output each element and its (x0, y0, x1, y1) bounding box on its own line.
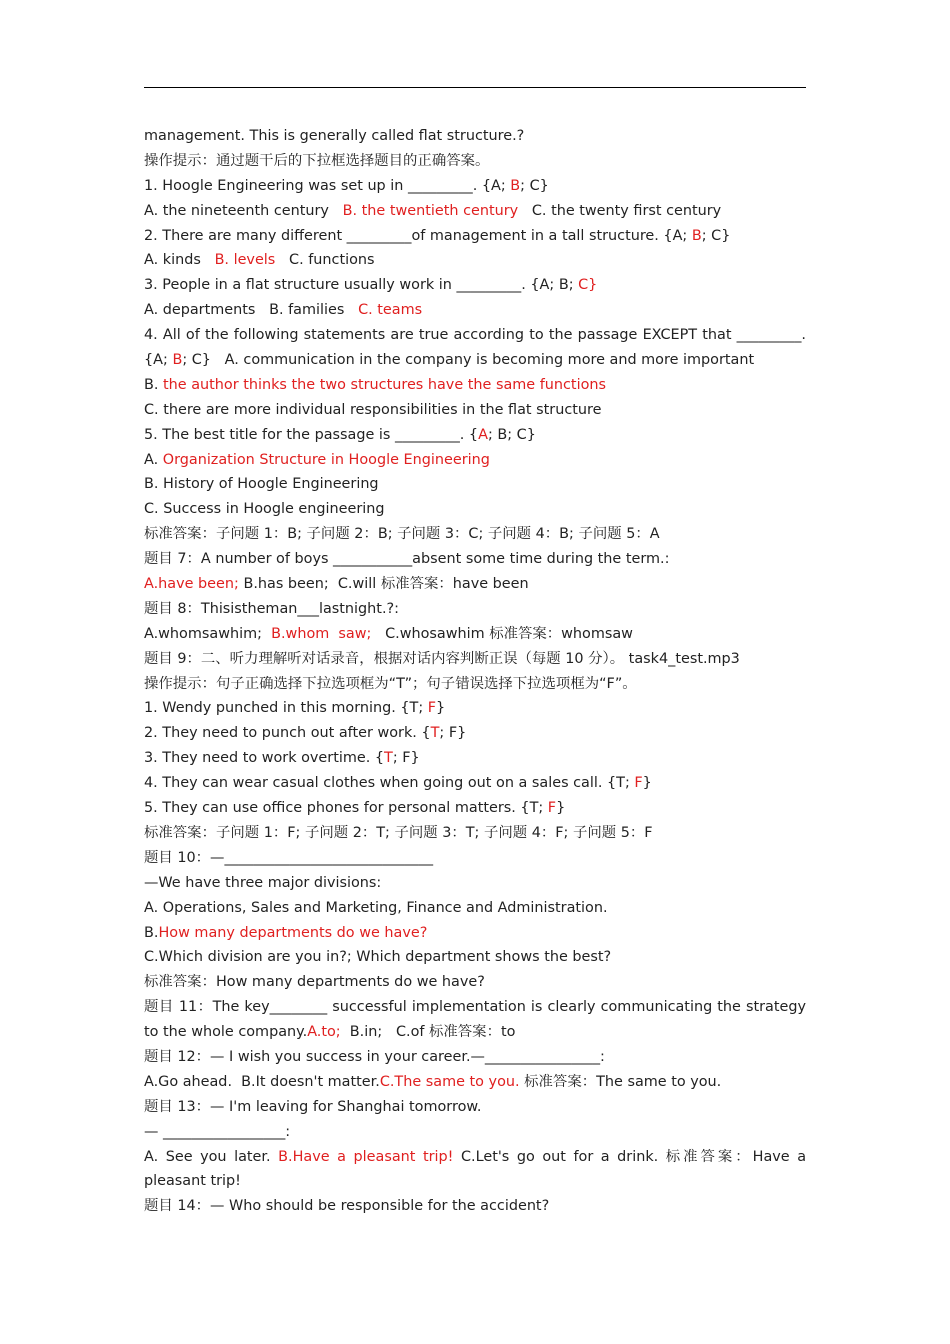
text-line (144, 472, 806, 497)
text-line (144, 1045, 806, 1070)
text-segment: ; B; C} (487, 426, 536, 443)
text-segment: B. (144, 376, 164, 393)
text-segment: B. History of Hoogle Engineering (144, 476, 379, 493)
text-segment: ; C} A. communication in the company is becoming more and more important (182, 352, 755, 369)
text-segment: 3. People in a flat structure usually work in _________. {A; B; (144, 277, 579, 294)
answer-highlight: A (478, 426, 488, 443)
text-segment: 题目 9：二、听力理解听对话录音，根据对话内容判断正误（每题 10 分）。 task4_test.mp3 (144, 650, 740, 667)
text-segment: 题目 14：— Who should be responsible for the accident? (144, 1198, 550, 1215)
answer-highlight: C. teams (358, 302, 423, 319)
text-line (144, 248, 806, 273)
text-line (144, 1120, 806, 1145)
text-line (144, 970, 806, 995)
text-line (144, 921, 806, 946)
text-segment: A.whomsawhim; (144, 625, 272, 642)
text-line (144, 647, 806, 672)
text-segment: management. This is generally called flat structure.? (144, 128, 525, 144)
answer-highlight: B (172, 352, 183, 369)
text-segment: } (556, 800, 566, 817)
text-segment: 题目 12：— I wish you success in your career.—________________: (144, 1048, 605, 1065)
text-line (144, 398, 806, 423)
header-rule (144, 87, 806, 88)
answer-highlight: B. levels (214, 252, 276, 269)
text-line (144, 871, 806, 896)
text-segment: C.whosawhim 标准答案：whomsaw (371, 625, 633, 642)
text-segment: 题目 7：A number of boys ___________absent some time during the term.: (144, 551, 670, 568)
text-line (144, 199, 806, 224)
text-segment: to the whole company. (144, 1024, 308, 1041)
text-segment: 题目 13：— I'm leaving for Shanghai tomorrow. (144, 1098, 482, 1115)
answer-highlight: A.have been; (144, 576, 239, 593)
text-segment: 标准答案：How many departments do we have? (144, 974, 485, 991)
text-segment: } (436, 700, 446, 717)
answer-highlight: T (430, 725, 440, 742)
text-segment: 5. They can use office phones for personal matters. {T; (144, 800, 548, 817)
text-segment: 标准答案：The same to you. (519, 1073, 722, 1090)
text-line (144, 348, 806, 373)
text-line (144, 298, 806, 323)
text-segment: 2. There are many different _________of management in a tall structure. {A; (144, 227, 692, 244)
text-segment: pleasant trip! (144, 1173, 241, 1190)
text-line (144, 547, 806, 572)
text-segment: 题目 10：—_____________________________ (144, 849, 434, 866)
text-line (144, 771, 806, 796)
text-line (144, 174, 806, 199)
text-line (144, 995, 806, 1020)
text-segment: ; C} (520, 177, 549, 194)
answer-highlight: F (547, 800, 557, 817)
text-segment: —We have three major divisions: (144, 874, 382, 891)
text-segment: B. (144, 924, 159, 941)
text-segment: 操作提示：通过题干后的下拉框选择题目的正确答案。 (144, 152, 490, 169)
answer-highlight: A.to; (307, 1024, 341, 1041)
text-segment: A. the nineteenth century (144, 202, 343, 219)
text-segment: 3. They need to work overtime. { (144, 750, 385, 767)
text-segment: } (642, 775, 652, 792)
answer-highlight: B (510, 177, 521, 194)
text-line (144, 1070, 806, 1095)
text-line (144, 1194, 806, 1219)
text-segment: 1. Wendy punched in this morning. {T; (144, 700, 428, 717)
text-segment: 1. Hoogle Engineering was set up in _________. {A; (144, 177, 511, 194)
text-segment: C. there are more individual responsibilities in the flat structure (144, 401, 602, 418)
text-segment: C.Let's go out for a drink. 标准答案：Have a (453, 1148, 807, 1165)
text-line (144, 373, 806, 398)
text-segment: ; F} (392, 750, 420, 767)
text-line (144, 1145, 806, 1170)
text-segment: 2. They need to punch out after work. { (144, 725, 431, 742)
text-line (144, 1095, 806, 1120)
text-line (144, 273, 806, 298)
text-segment: C.Which division are you in?; Which department shows the best? (144, 949, 612, 966)
document-body (144, 124, 806, 1219)
answer-highlight: the author thinks the two structures have the same functions (163, 376, 606, 393)
text-segment: A.Go ahead. B.It doesn't matter. (144, 1073, 380, 1090)
text-segment: — _________________: (144, 1123, 291, 1140)
answer-highlight: B.Have a pleasant trip! (278, 1148, 454, 1165)
text-line (144, 124, 806, 149)
answer-highlight: B (691, 227, 702, 244)
text-line (144, 597, 806, 622)
text-segment: 4. They can wear casual clothes when going out on a sales call. {T; (144, 775, 635, 792)
text-segment: B.in; C.of 标准答案：to (340, 1024, 516, 1041)
text-segment: B.has been; C.will 标准答案：have been (238, 576, 529, 593)
answer-highlight: F (634, 775, 643, 792)
text-line (144, 846, 806, 871)
text-segment: 5. The best title for the passage is _________. { (144, 426, 479, 443)
text-segment: A. (144, 451, 163, 468)
answer-highlight: C.The same to you. (379, 1073, 520, 1090)
text-line (144, 696, 806, 721)
text-segment: {A; (144, 352, 173, 369)
text-segment: 题目 8：Thisistheman___lastnight.?: (144, 600, 399, 617)
text-line (144, 1020, 806, 1045)
text-line (144, 149, 806, 174)
answer-highlight: T (384, 750, 393, 767)
answer-highlight: How many departments do we have? (158, 924, 428, 941)
text-segment: 操作提示：句子正确选择下拉选项框为“T”；句子错误选择下拉选项框为“F”。 (144, 675, 637, 692)
answer-highlight: Organization Structure in Hoogle Engineering (162, 451, 490, 468)
text-segment: 标准答案：子问题 1：B; 子问题 2：B; 子问题 3：C; 子问题 4：B; 子问题 5：A (144, 526, 660, 543)
text-line (144, 423, 806, 448)
text-line (144, 746, 806, 771)
text-line (144, 721, 806, 746)
answer-highlight: C} (578, 277, 598, 294)
text-segment: 题目 11：The key________ successful implementation is clearly communicating the strategy (144, 999, 806, 1016)
answer-highlight: B.whom saw; (271, 625, 372, 642)
text-segment: A. Operations, Sales and Marketing, Finance and Administration. (144, 899, 608, 916)
text-line (144, 622, 806, 647)
answer-highlight: B. the twentieth century (342, 202, 519, 219)
text-line (144, 945, 806, 970)
text-segment: A. kinds (144, 252, 215, 269)
text-segment: A. See you later. (144, 1148, 279, 1165)
text-line (144, 796, 806, 821)
text-line (144, 448, 806, 473)
text-segment: ; F} (439, 725, 467, 742)
text-segment: C. functions (275, 252, 375, 269)
text-line (144, 323, 806, 348)
text-line (144, 672, 806, 697)
text-line (144, 224, 806, 249)
text-segment: ; C} (701, 227, 731, 244)
text-line (144, 497, 806, 522)
text-segment: C. the twenty first century (518, 202, 722, 219)
text-segment: C. Success in Hoogle engineering (144, 501, 385, 518)
text-segment: 4. All of the following statements are true according to the passage EXCEPT that _________. (144, 327, 806, 344)
text-line (144, 1169, 806, 1194)
text-line (144, 821, 806, 846)
text-line (144, 522, 806, 547)
text-segment: A. departments B. families (144, 302, 359, 319)
answer-highlight: F (427, 700, 437, 717)
text-segment: 标准答案：子问题 1：F; 子问题 2：T; 子问题 3：T; 子问题 4：F; 子问题 5：F (144, 824, 653, 841)
text-line (144, 572, 806, 597)
text-line (144, 896, 806, 921)
